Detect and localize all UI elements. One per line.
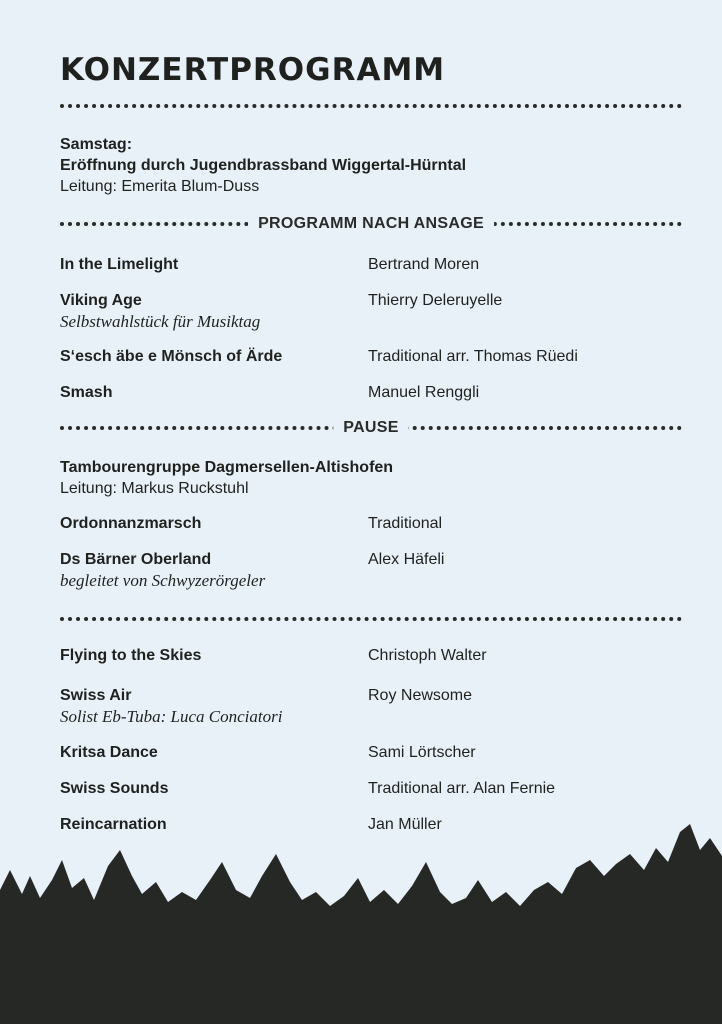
composer: Thierry Deleruyelle <box>368 292 503 309</box>
piece-title: Ordonnanzmarsch <box>60 515 202 532</box>
divider <box>60 104 682 108</box>
piece-title: Reincarnation <box>60 816 167 833</box>
piece-note: Solist Eb-Tuba: Luca Conciatori <box>60 707 283 726</box>
opening-act: Eröffnung durch Jugendbrassband Wiggertal-Hürntal <box>60 157 467 174</box>
piece-note: Selbstwahlstück für Musiktag <box>60 312 261 331</box>
piece-title: In the Limelight <box>60 256 179 273</box>
piece-title: Ds Bärner Oberland <box>60 551 212 568</box>
composer: Jan Müller <box>368 816 442 833</box>
page-title: KONZERTPROGRAMM <box>60 52 446 88</box>
piece-title: Smash <box>60 384 113 401</box>
piece-title: S‘esch äbe e Mönsch of Ärde <box>60 348 283 365</box>
piece-title: Swiss Air <box>60 687 132 704</box>
opening-block <box>60 134 466 197</box>
opening-leader: Leitung: Emerita Blum-Duss <box>60 178 260 195</box>
drums-act: Tambourengruppe Dagmersellen-Altishofen <box>60 459 394 476</box>
section-label-pause: PAUSE <box>333 418 408 438</box>
forest-treeline <box>0 824 722 1024</box>
composer: Manuel Renggli <box>368 384 480 401</box>
section-separator-pause <box>60 419 682 436</box>
composer: Christoph Walter <box>368 647 487 664</box>
section-label-programm: PROGRAMM NACH ANSAGE <box>248 214 494 234</box>
divider <box>60 617 682 621</box>
piece-title: Kritsa Dance <box>60 744 158 761</box>
composer: Traditional <box>368 515 443 532</box>
drums-block <box>60 457 393 499</box>
forest-silhouette <box>0 820 722 1024</box>
composer: Alex Häfeli <box>368 551 445 568</box>
composer: Traditional arr. Thomas Rüedi <box>368 348 578 365</box>
drums-leader: Leitung: Markus Ruckstuhl <box>60 480 249 497</box>
piece-title: Viking Age <box>60 292 142 309</box>
composer: Bertrand Moren <box>368 256 480 273</box>
composer: Sami Lörtscher <box>368 744 476 761</box>
piece-title: Flying to the Skies <box>60 647 202 664</box>
piece-note: begleitet von Schwyzerörgeler <box>60 571 266 590</box>
composer: Traditional arr. Alan Fernie <box>368 780 556 797</box>
opening-day: Samstag: <box>60 136 133 153</box>
piece-title: Swiss Sounds <box>60 780 169 797</box>
section-separator-programm <box>60 215 682 232</box>
composer: Roy Newsome <box>368 687 473 704</box>
